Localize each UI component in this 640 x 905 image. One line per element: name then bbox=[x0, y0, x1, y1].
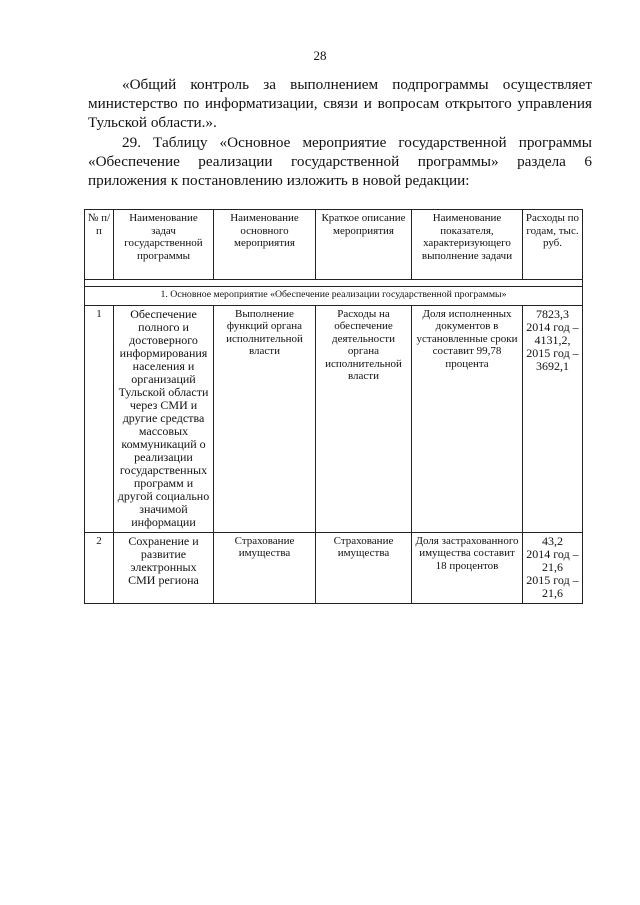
row-task: Обеспечение полного и достоверного информирования населения и организаций Тульской области через СМИ и другие средства массовых коммуникаций о реализации государственных программ и другой социально значимой информации bbox=[114, 305, 214, 532]
program-table bbox=[84, 209, 583, 604]
cost-year-2015-value: 21,6 bbox=[542, 585, 563, 600]
table-spacer-cell bbox=[85, 280, 583, 287]
header-indicator: Наименование показателя, характеризующего выполнение задачи bbox=[412, 210, 523, 280]
table-header-row bbox=[85, 210, 583, 280]
cost-year-2015-label: 2015 год – bbox=[526, 345, 579, 360]
table-section-row bbox=[85, 287, 583, 306]
paragraph-table-amendment-text: 29. Таблицу «Основное мероприятие государственной программы «Обеспечение реализации государственной программы» раздела 6 приложения к постановлению изложить в новой редакции: bbox=[88, 134, 592, 189]
table-row bbox=[85, 532, 583, 603]
row-event: Страхование имущества bbox=[214, 532, 316, 603]
page-number: 28 bbox=[313, 48, 327, 63]
cost-year-2014-label: 2014 год – bbox=[526, 319, 579, 334]
row-description: Расходы на обеспечение деятельности органа исполнительной власти bbox=[316, 305, 412, 532]
row-number: 2 bbox=[85, 532, 114, 603]
row-description: Страхование имущества bbox=[316, 532, 412, 603]
row-costs bbox=[523, 305, 583, 532]
row-event: Выполнение функций органа исполнительной власти bbox=[214, 305, 316, 532]
row-indicator: Доля исполненных документов в установленные сроки составит 99,78 процента bbox=[412, 305, 523, 532]
cost-year-2014-label: 2014 год – bbox=[526, 546, 579, 561]
paragraph-control-text: «Общий контроль за выполнением подпрограммы осуществляет министерство по информатизации, связи и вопросам открытого управления Тульской области.». bbox=[88, 76, 592, 131]
table-spacer-row bbox=[85, 280, 583, 287]
row-costs bbox=[523, 532, 583, 603]
header-description: Краткое описание мероприятия bbox=[316, 210, 412, 280]
cost-year-2015-label: 2015 год – bbox=[526, 572, 579, 587]
row-number: 1 bbox=[85, 305, 114, 532]
header-event: Наименование основного мероприятия bbox=[214, 210, 316, 280]
cost-year-2014-value: 21,6 bbox=[542, 559, 563, 574]
cost-year-2014-value: 4131,2, bbox=[534, 332, 571, 347]
row-task: Сохранение и развитие электронных СМИ региона bbox=[114, 532, 214, 603]
row-indicator: Доля застрахованного имущества составит 18 процентов bbox=[412, 532, 523, 603]
cost-total: 43,2 bbox=[542, 533, 563, 548]
header-number: № п/п bbox=[85, 210, 114, 280]
table-row bbox=[85, 305, 583, 532]
paragraph-table-amendment bbox=[88, 133, 592, 190]
paragraph-control bbox=[88, 75, 592, 132]
cost-total: 7823,3 bbox=[536, 306, 569, 321]
section-title: 1. Основное мероприятие «Обеспечение реализации государственной программы» bbox=[85, 287, 583, 306]
header-costs: Расходы по годам, тыс. руб. bbox=[523, 210, 583, 280]
cost-year-2015-value: 3692,1 bbox=[536, 358, 569, 373]
header-task: Наименование задач государственной программы bbox=[114, 210, 214, 280]
